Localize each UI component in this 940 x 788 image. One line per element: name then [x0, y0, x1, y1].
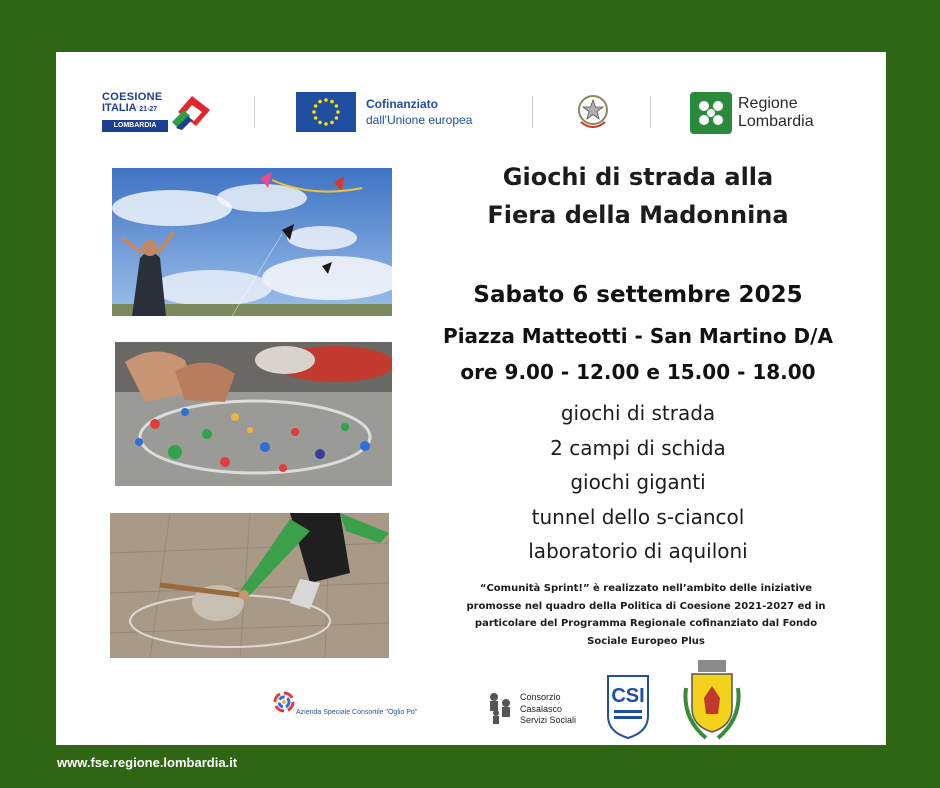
regione-lombardia-logo: [690, 92, 850, 136]
activity-item: giochi giganti: [570, 470, 706, 494]
title-line1: Giochi di strada alla: [502, 163, 774, 191]
coesione-badge: LOMBARDIA: [102, 120, 168, 132]
title-line2: Fiera della Madonnina: [487, 201, 789, 229]
coesione-arrow-icon: [170, 90, 216, 132]
funding-note: “Comunità Sprint!” è realizzato nell’ambito delle iniziative promosse nel quadro della Politica di Coesione 2021-2027 ed in particolare del Programma Regionale cofinanziato dal Fondo Sociale Europeo Plus: [466, 583, 826, 647]
eu-cofinanced-logo: [296, 92, 536, 134]
event-hours: ore 9.00 - 12.00 e 15.00 - 18.00: [460, 360, 816, 384]
azienda-swirl-icon: [272, 690, 296, 718]
coesione-line2: ITALIA 21-27: [102, 102, 158, 114]
logo-separator: [532, 96, 533, 128]
logo-separator: [650, 96, 651, 128]
coesione-italia-logo: [102, 88, 220, 138]
logo-bar: [56, 52, 886, 162]
activity-item: tunnel dello s-ciancol: [531, 504, 745, 529]
azienda-oglio-po-logo: Azienda Speciale Consortile "Oglio Po": [272, 688, 462, 724]
consorzio-people-icon: [484, 690, 516, 726]
logo-separator: [254, 96, 255, 128]
marbles-photo: [115, 342, 392, 486]
poster-card: [56, 52, 886, 745]
consorzio-text: Consorzio Casalasco Servizi Sociali: [520, 692, 577, 725]
municipal-crest-icon: [680, 658, 744, 744]
activity-item: giochi di strada: [560, 401, 716, 425]
regione-cross-icon: [690, 92, 732, 134]
footer-url: www.fse.regione.lombardia.it: [57, 755, 238, 770]
consorzio-casalasco-logo: [484, 690, 584, 730]
event-date: Sabato 6 settembre 2025: [473, 282, 803, 308]
activity-item: laboratorio di aquiloni: [528, 539, 748, 563]
coesione-line1: COESIONE: [102, 91, 163, 103]
csi-shield-icon: [604, 672, 652, 740]
svg-text:CSI: CSI: [611, 685, 645, 707]
event-title: [438, 158, 838, 234]
event-place: Piazza Matteotti - San Martino D/A: [443, 324, 833, 348]
eu-text: Cofinanziato dall'Unione europea: [366, 97, 473, 127]
regione-text: Regione Lombardia: [738, 95, 814, 130]
schida-game-photo: [110, 513, 389, 658]
activities-list: [438, 396, 838, 569]
kites-photo: [112, 168, 392, 316]
italian-emblem-icon: [576, 92, 610, 132]
activity-item: 2 campi di schida: [550, 435, 726, 460]
eu-stars-icon: [296, 92, 356, 132]
